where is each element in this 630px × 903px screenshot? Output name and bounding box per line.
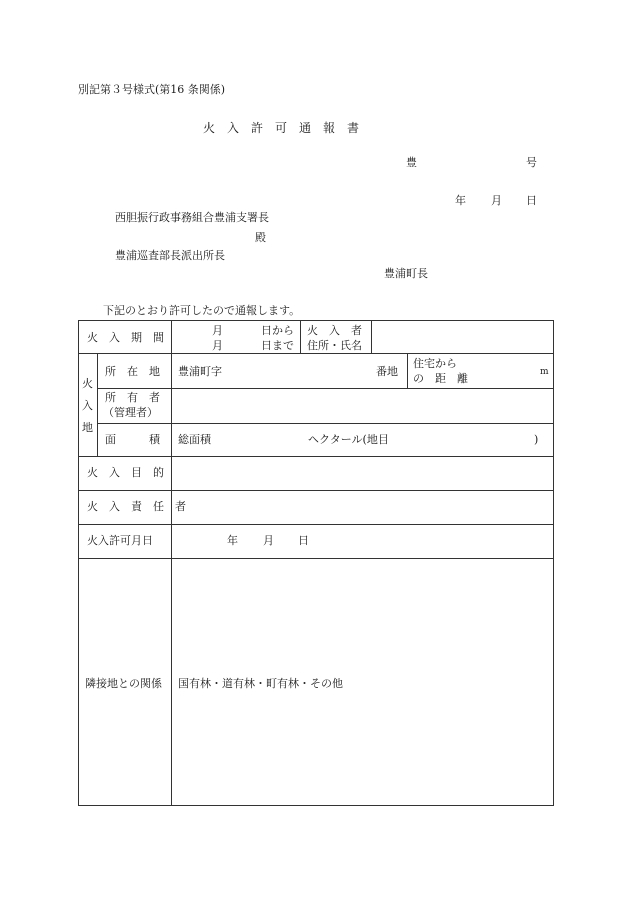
permit-date-label: 火入許可月日 xyxy=(87,534,153,547)
date-day: 日 xyxy=(526,194,537,207)
area-close-paren: ) xyxy=(534,433,539,446)
responsible-label: 火 入 責 任 者 xyxy=(87,500,186,513)
addressee-line1: 西胆振行政事務組合豊浦支署長 xyxy=(115,211,269,224)
doc-number-suffix: 号 xyxy=(526,156,537,169)
location-lot-label: 番地 xyxy=(376,365,398,378)
form-reference: 別記第３号様式(第16 条関係) xyxy=(78,83,226,96)
permit-month-label: 月 xyxy=(263,534,274,547)
sender-name: 豊浦町長 xyxy=(384,267,428,280)
area-label: 面 積 xyxy=(105,433,160,446)
intro-text: 下記のとおり許可したので通報します。 xyxy=(103,304,301,317)
date-year: 年 xyxy=(455,194,466,207)
permit-day-label: 日 xyxy=(298,534,309,547)
date-month: 月 xyxy=(491,194,502,207)
site-label-char-2: 入 xyxy=(82,399,93,412)
applicant-label-line1: 火 入 者 xyxy=(307,324,362,337)
period-from-label: 日から xyxy=(261,324,294,337)
site-label-char-3: 地 xyxy=(82,421,93,434)
adjacent-label: 隣接地との関係 xyxy=(85,677,162,690)
distance-label-line2: の 距 離 xyxy=(413,372,468,385)
distance-label-line1: 住宅から xyxy=(413,357,457,370)
permit-year-label: 年 xyxy=(227,534,238,547)
addressee-honorific: 殿 xyxy=(255,231,266,244)
owner-label-line1: 所 有 者 xyxy=(105,391,160,404)
site-label-char-1: 火 xyxy=(82,377,93,390)
doc-number-prefix: 豊 xyxy=(406,156,417,169)
distance-unit: m xyxy=(540,367,549,377)
period-from-month: 月 xyxy=(212,324,223,337)
document-title: 火 入 許 可 通 報 書 xyxy=(203,121,360,135)
permit-table xyxy=(78,320,554,806)
location-town: 豊浦町字 xyxy=(178,365,222,378)
addressee-line2: 豊浦巡査部長派出所長 xyxy=(115,249,225,262)
period-label: 火 入 期 間 xyxy=(87,331,164,344)
area-total-label: 総面積 xyxy=(178,433,211,446)
area-unit-label: ヘクタール(地目 xyxy=(308,433,389,446)
period-until-month: 月 xyxy=(212,339,223,352)
owner-label-line2: （管理者） xyxy=(103,406,158,419)
applicant-label-line2: 住所・氏名 xyxy=(307,339,362,352)
adjacent-value: 国有林・道有林・町有林・その他 xyxy=(178,677,343,690)
location-label: 所 在 地 xyxy=(105,365,160,378)
period-until-label: 日まで xyxy=(261,339,294,352)
purpose-label: 火 入 目 的 xyxy=(87,466,164,479)
